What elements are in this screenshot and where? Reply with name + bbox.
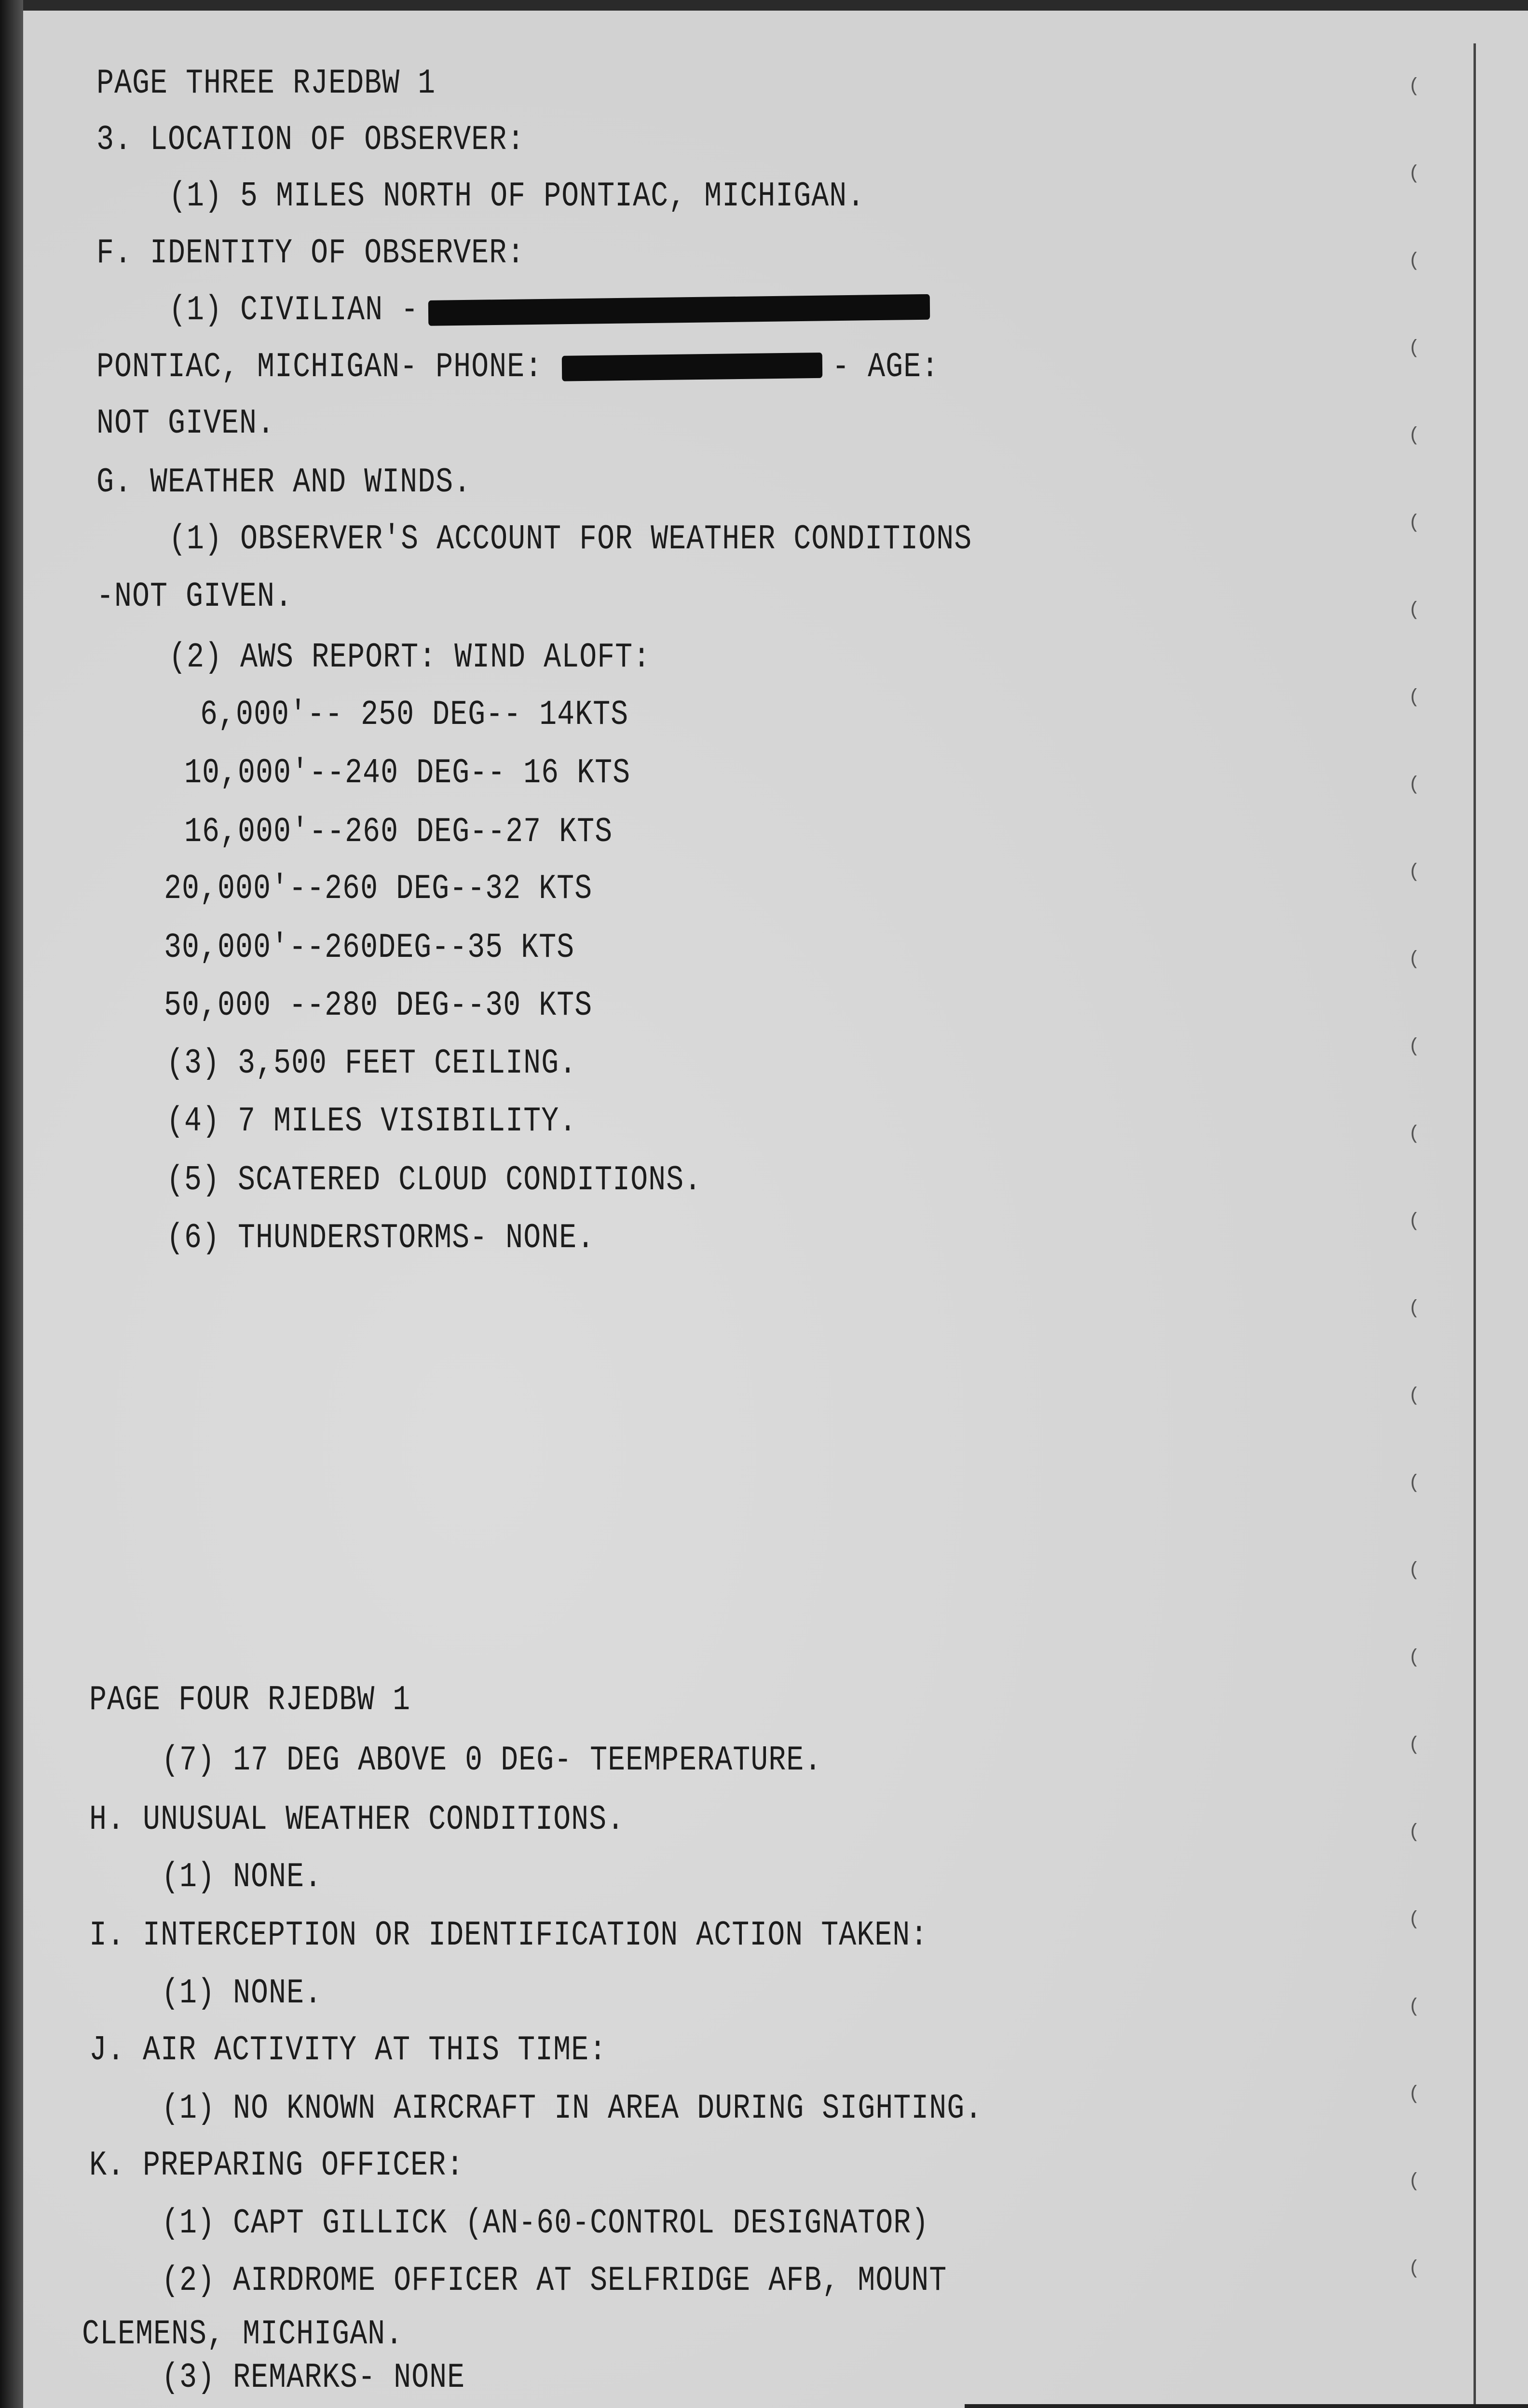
- margin-mark: (: [1408, 687, 1420, 708]
- line-text: NOT GIVEN.: [96, 404, 275, 444]
- document-line: [164, 986, 593, 1026]
- document-line: [89, 1683, 410, 1718]
- line-text: (1) OBSERVER'S ACCOUNT FOR WEATHER CONDITIONS: [169, 520, 972, 559]
- margin-mark: (: [1408, 1734, 1420, 1756]
- margin-mark: (: [1408, 512, 1420, 534]
- redaction-bar: [562, 353, 822, 381]
- margin-mark: (: [1408, 1647, 1420, 1669]
- document-line: [96, 463, 472, 503]
- document-line: [169, 293, 930, 328]
- document-line: [166, 1102, 577, 1142]
- margin-mark: (: [1408, 1385, 1420, 1407]
- document-line: [89, 1800, 625, 1840]
- document-line: [89, 1916, 928, 1956]
- document-line: [162, 1976, 322, 2011]
- margin-mark: (: [1408, 861, 1420, 883]
- margin-mark: (: [1408, 1909, 1420, 1931]
- line-text: H. UNUSUAL WEATHER CONDITIONS.: [89, 1800, 625, 1840]
- document-line: [96, 350, 939, 385]
- line-text: - AGE:: [832, 348, 940, 387]
- document-line: [89, 2033, 607, 2068]
- line-text: 50,000 --280 DEG--30 KTS: [164, 986, 593, 1026]
- document-line: [96, 123, 525, 158]
- line-text: 6,000'-- 250 DEG-- 14KTS: [200, 695, 629, 735]
- document-line: [89, 2146, 464, 2186]
- document-line: [166, 1163, 702, 1198]
- line-text: (2) AWS REPORT: WIND ALOFT:: [169, 638, 651, 678]
- line-text: (3) 3,500 FEET CEILING.: [166, 1044, 577, 1084]
- document-line: [184, 756, 630, 791]
- margin-mark: (: [1408, 2083, 1420, 2105]
- line-text: 30,000'--260DEG--35 KTS: [164, 928, 575, 968]
- margin-mark: (: [1408, 250, 1420, 272]
- document-line: [164, 928, 575, 968]
- margin-mark: (: [1408, 599, 1420, 621]
- line-text: (1) 5 MILES NORTH OF PONTIAC, MICHIGAN.: [169, 177, 865, 217]
- margin-mark: (: [1408, 949, 1420, 970]
- document-line: [82, 2317, 403, 2352]
- document-line: [166, 1221, 595, 1256]
- margin-mark: (: [1408, 1211, 1420, 1232]
- document-line: [162, 2358, 465, 2398]
- document-line: [169, 522, 972, 557]
- line-text: K. PREPARING OFFICER:: [89, 2146, 464, 2186]
- margin-mark: (: [1408, 1472, 1420, 1494]
- margin-mark: (: [1408, 2171, 1420, 2192]
- document-line: [96, 64, 436, 104]
- line-text: (1) NONE.: [162, 1858, 323, 1897]
- line-text: (4) 7 MILES VISIBILITY.: [166, 1102, 577, 1142]
- document-line: [169, 638, 651, 678]
- line-text: (6) THUNDERSTORMS- NONE.: [166, 1219, 595, 1258]
- margin-mark: (: [1408, 2258, 1420, 2280]
- scan-top-edge: [0, 0, 1528, 11]
- margin-mark: (: [1408, 1996, 1420, 2018]
- margin-mark: (: [1408, 1822, 1420, 1843]
- line-text: 3. LOCATION OF OBSERVER:: [96, 121, 525, 160]
- document-line: [162, 2089, 983, 2129]
- line-text: 10,000'--240 DEG-- 16 KTS: [184, 754, 631, 793]
- document-line: [162, 2204, 929, 2244]
- document-line: [96, 577, 293, 617]
- line-text: G. WEATHER AND WINDS.: [96, 463, 472, 503]
- line-text: I. INTERCEPTION OR IDENTIFICATION ACTION TAKEN:: [89, 1916, 928, 1956]
- document-line: [166, 1044, 577, 1084]
- line-text: (3) REMARKS- NONE: [162, 2358, 465, 2398]
- line-text: PAGE THREE RJEDBW 1: [96, 64, 436, 104]
- line-text: F. IDENTITY OF OBSERVER:: [96, 234, 525, 273]
- line-text: PAGE FOUR RJEDBW 1: [89, 1681, 411, 1720]
- document-line: [164, 872, 592, 907]
- document-line: [162, 1741, 822, 1781]
- document-line: [96, 236, 525, 271]
- margin-mark: (: [1408, 338, 1420, 359]
- redaction-bar: [428, 294, 930, 326]
- scan-left-edge: [0, 0, 23, 2408]
- margin-mark: (: [1408, 774, 1420, 796]
- line-text: (7) 17 DEG ABOVE 0 DEG- TEEMPERATURE.: [162, 1741, 822, 1781]
- document-line: [162, 2261, 947, 2301]
- line-text: 16,000'--260 DEG--27 KTS: [184, 813, 613, 852]
- margin-mark: (: [1408, 1036, 1420, 1058]
- document-line: [96, 404, 275, 444]
- line-text: J. AIR ACTIVITY AT THIS TIME:: [89, 2031, 607, 2070]
- margin-mark: (: [1408, 1123, 1420, 1145]
- line-text: (1) NONE.: [162, 1974, 323, 2013]
- line-text: (1) CAPT GILLICK (AN-60-CONTROL DESIGNATOR): [162, 2204, 929, 2244]
- document-line: [184, 815, 613, 850]
- margin-mark: (: [1408, 1298, 1420, 1320]
- margin-mark: (: [1408, 163, 1420, 185]
- document-line: [169, 177, 865, 217]
- margin-mark: (: [1408, 425, 1420, 447]
- margin-mark: (: [1408, 76, 1420, 97]
- line-text: (1) NO KNOWN AIRCRAFT IN AREA DURING SIGHTING.: [162, 2089, 983, 2129]
- margin-mark: (: [1408, 1560, 1420, 1581]
- line-text: -NOT GIVEN.: [96, 577, 293, 617]
- line-text: PONTIAC, MICHIGAN- PHONE:: [96, 348, 543, 387]
- scan-bottom-edge: [965, 2404, 1528, 2408]
- line-text: (5) SCATERED CLOUD CONDITIONS.: [166, 1161, 702, 1200]
- line-text: (2) AIRDROME OFFICER AT SELFRIDGE AFB, MOUNT: [162, 2261, 947, 2301]
- line-text: CLEMENS, MICHIGAN.: [82, 2315, 404, 2354]
- margin-rule: [1473, 43, 1476, 2408]
- document-line: [200, 695, 629, 735]
- document-line: [162, 1860, 322, 1895]
- line-text: (1) CIVILIAN -: [169, 291, 419, 330]
- line-text: 20,000'--260 DEG--32 KTS: [164, 870, 593, 909]
